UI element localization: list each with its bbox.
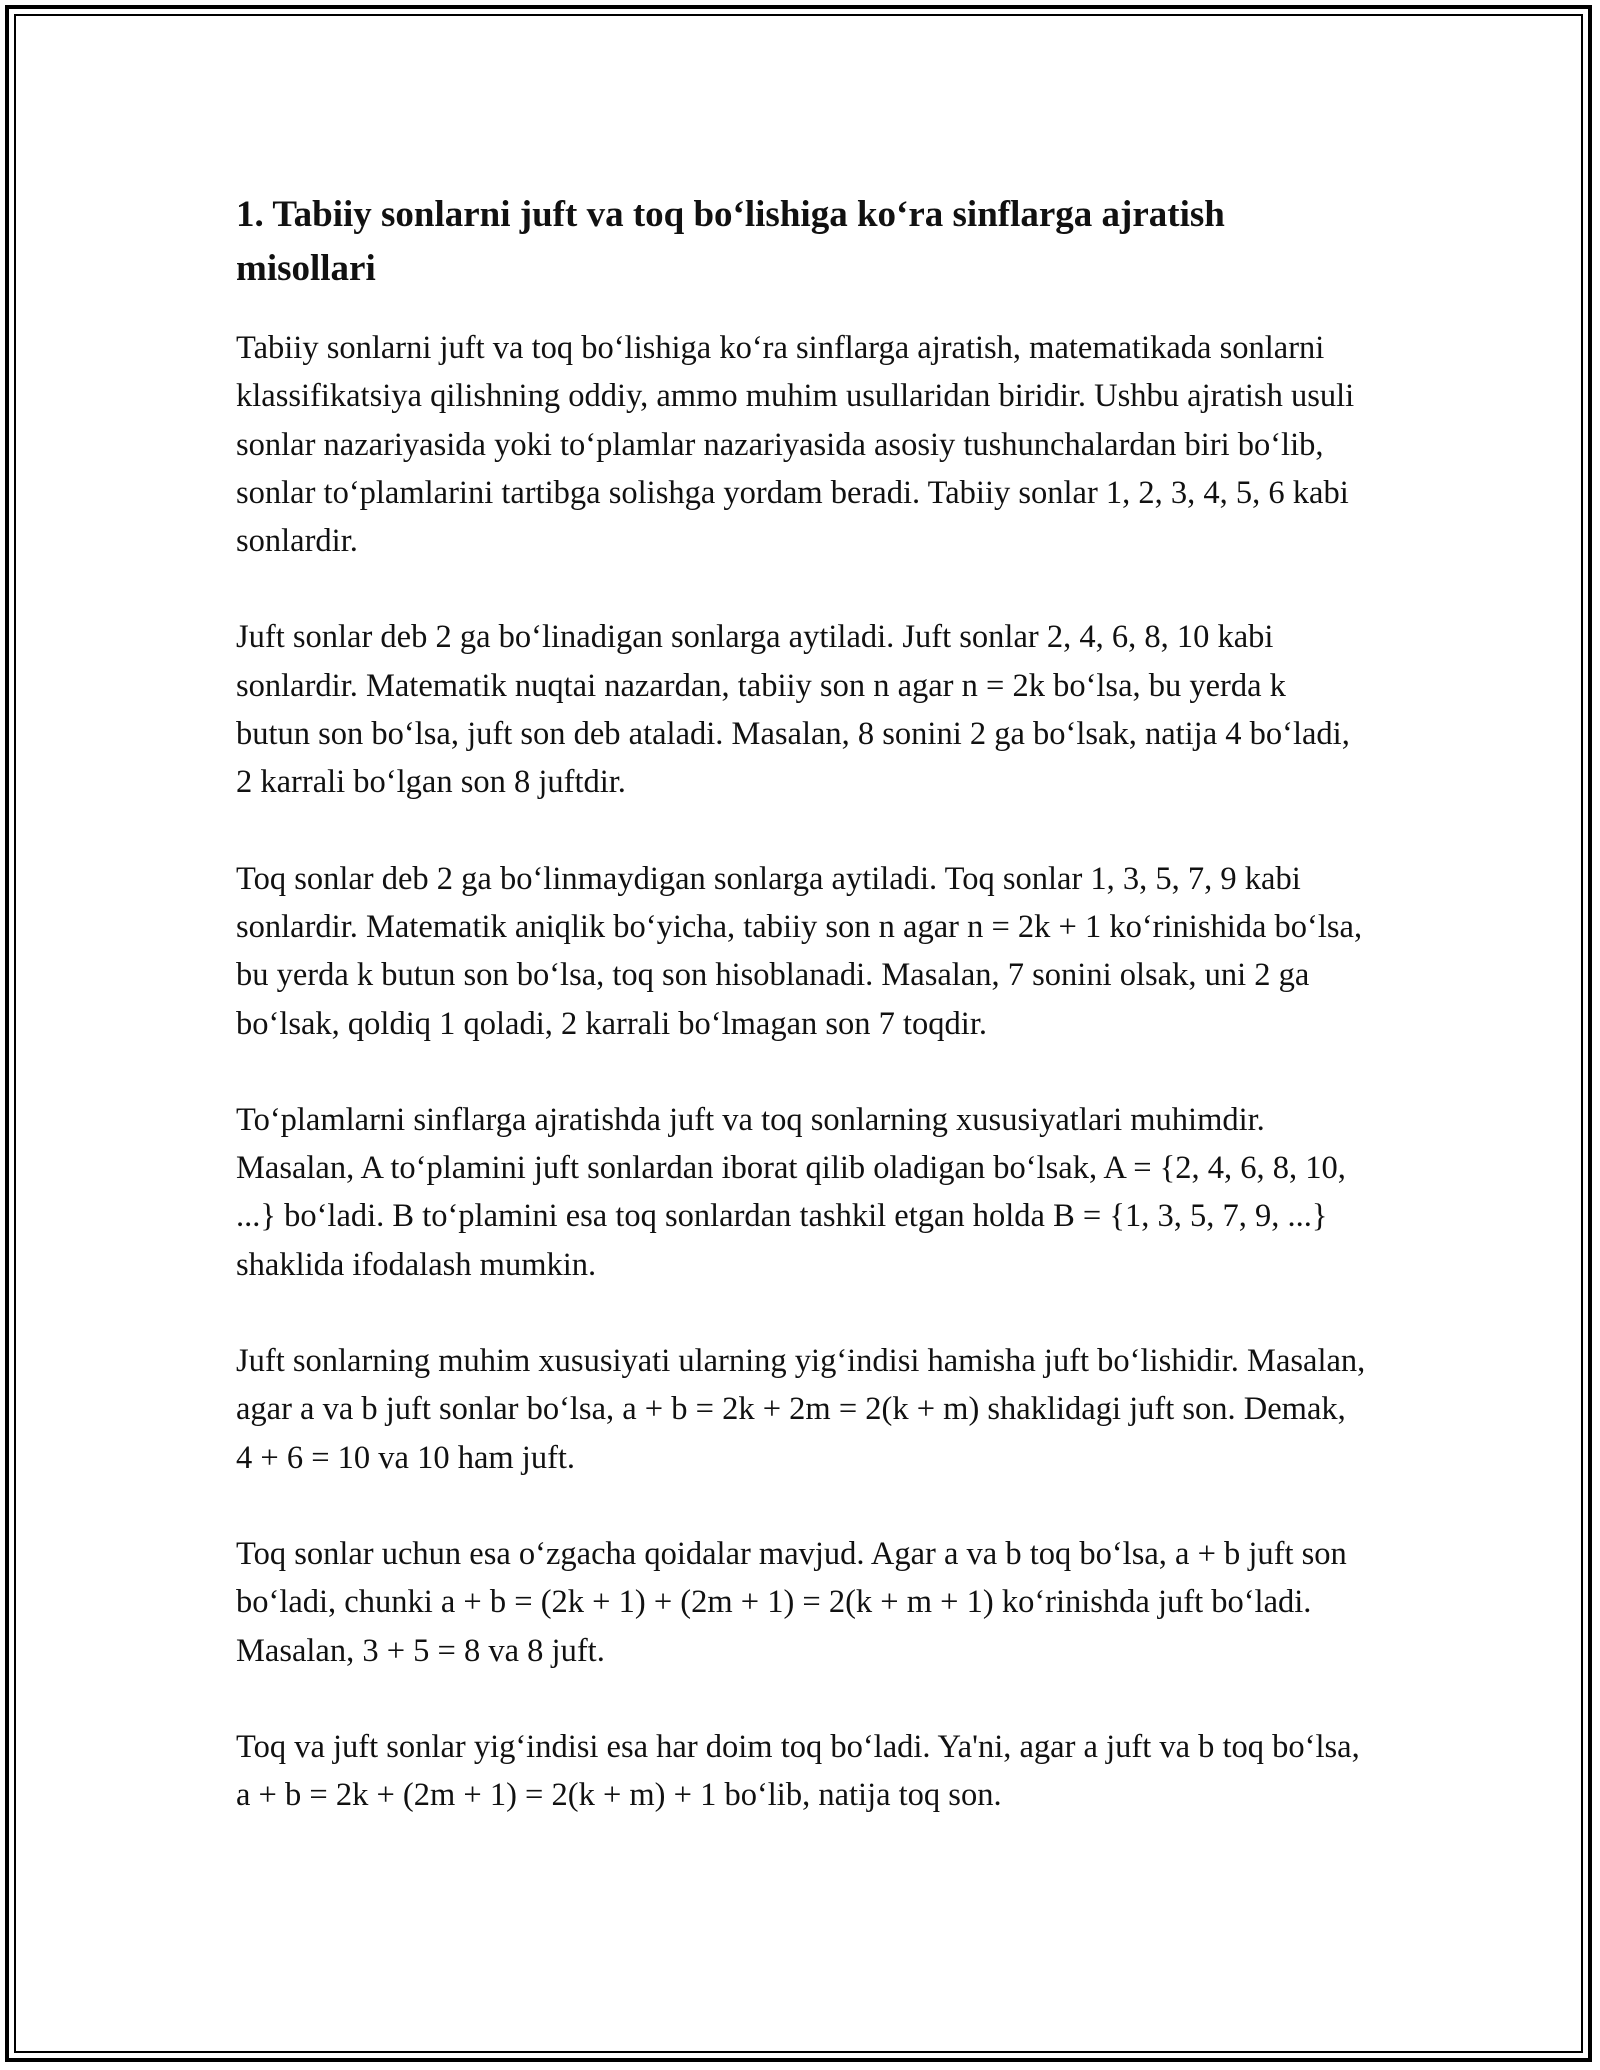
- paragraph-odd-numbers: Toq sonlar deb 2 ga bo‘linmaydigan sonlarga aytiladi. Toq sonlar 1, 3, 5, 7, 9 kabi sonlardir. Matematik aniqlik bo‘yicha, tabiiy son n agar n = 2k + 1 ko‘rinishida bo‘lsa, bu yerda k butun son bo‘lsa, toq son hisoblanadi. Masalan, 7 sonini olsak, uni 2 ga bo‘lsak, qoldiq 1 qoladi, 2 karrali bo‘lmagan son 7 toqdir.: [236, 860, 1363, 1042]
- paragraph-intro: Tabiiy sonlarni juft va toq bo‘lishiga ko‘ra sinflarga ajratish, matematikada sonlarni klassifikatsiya qilishning oddiy, ammo muhim usullaridan biridir. Ushbu ajratish usuli sonlar nazariyasida yoki to‘plamlar nazariyasida asosiy tushunchalardan biri bo‘lib, sonlar to‘plamlarini tartibga solishga yordam beradi. Tabiiy sonlar 1, 2, 3, 4, 5, 6 kabi sonlardir.: [236, 330, 1355, 560]
- paragraph-even-numbers: Juft sonlar deb 2 ga bo‘linadigan sonlarga aytiladi. Juft sonlar 2, 4, 6, 8, 10 kabi sonlardir. Matematik nuqtai nazardan, tabiiy son n agar n = 2k bo‘lsa, bu yerda k butun son bo‘lsa, juft son deb ataladi. Masalan, 8 sonini 2 ga bo‘lsak, natija 4 bo‘ladi, 2 karrali bo‘lgan son 8 juftdir.: [236, 619, 1350, 801]
- section-heading: 1. Tabiiy sonlarni juft va toq bo‘lishiga ko‘ra sinflarga ajratish misollari: [236, 194, 1225, 289]
- paragraph-even-sum: Juft sonlarning muhim xususiyati ularning yig‘indisi hamisha juft bo‘lishidir. Masalan, agar a va b juft sonlar bo‘lsa, a + b = 2k + 2m = 2(k + m) shaklidagi juft son. Demak, 4 + 6 = 10 va 10 ham juft.: [236, 1343, 1366, 1476]
- paragraph-odd-sum: Toq sonlar uchun esa o‘zgacha qoidalar mavjud. Agar a va b toq bo‘lsa, a + b juft son bo‘ladi, chunki a + b = (2k + 1) + (2m + 1) = 2(k + m + 1) ko‘rinishda juft bo‘ladi. Masalan, 3 + 5 = 8 va 8 juft.: [236, 1535, 1347, 1669]
- document-body: [236, 188, 1366, 1867]
- paragraph-mixed-sum: Toq va juft sonlar yig‘indisi esa har doim toq bo‘ladi. Ya'ni, agar a juft va b toq bo‘lsa, a + b = 2k + (2m + 1) = 2(k + m) + 1 bo‘lib, natija toq son.: [236, 1728, 1360, 1814]
- paragraph-sets: To‘plamlarni sinflarga ajratishda juft va toq sonlarning xususiyatlari muhimdir. Masalan, A to‘plamini juft sonlardan iborat qilib oladigan bo‘lsak, A = {2, 4, 6, 8, 10, ...} bo‘ladi. B to‘plamini esa toq sonlardan tashkil etgan holda B = {1, 3, 5, 7, 9, ...} shaklida ifodalash mumkin.: [236, 1101, 1346, 1283]
